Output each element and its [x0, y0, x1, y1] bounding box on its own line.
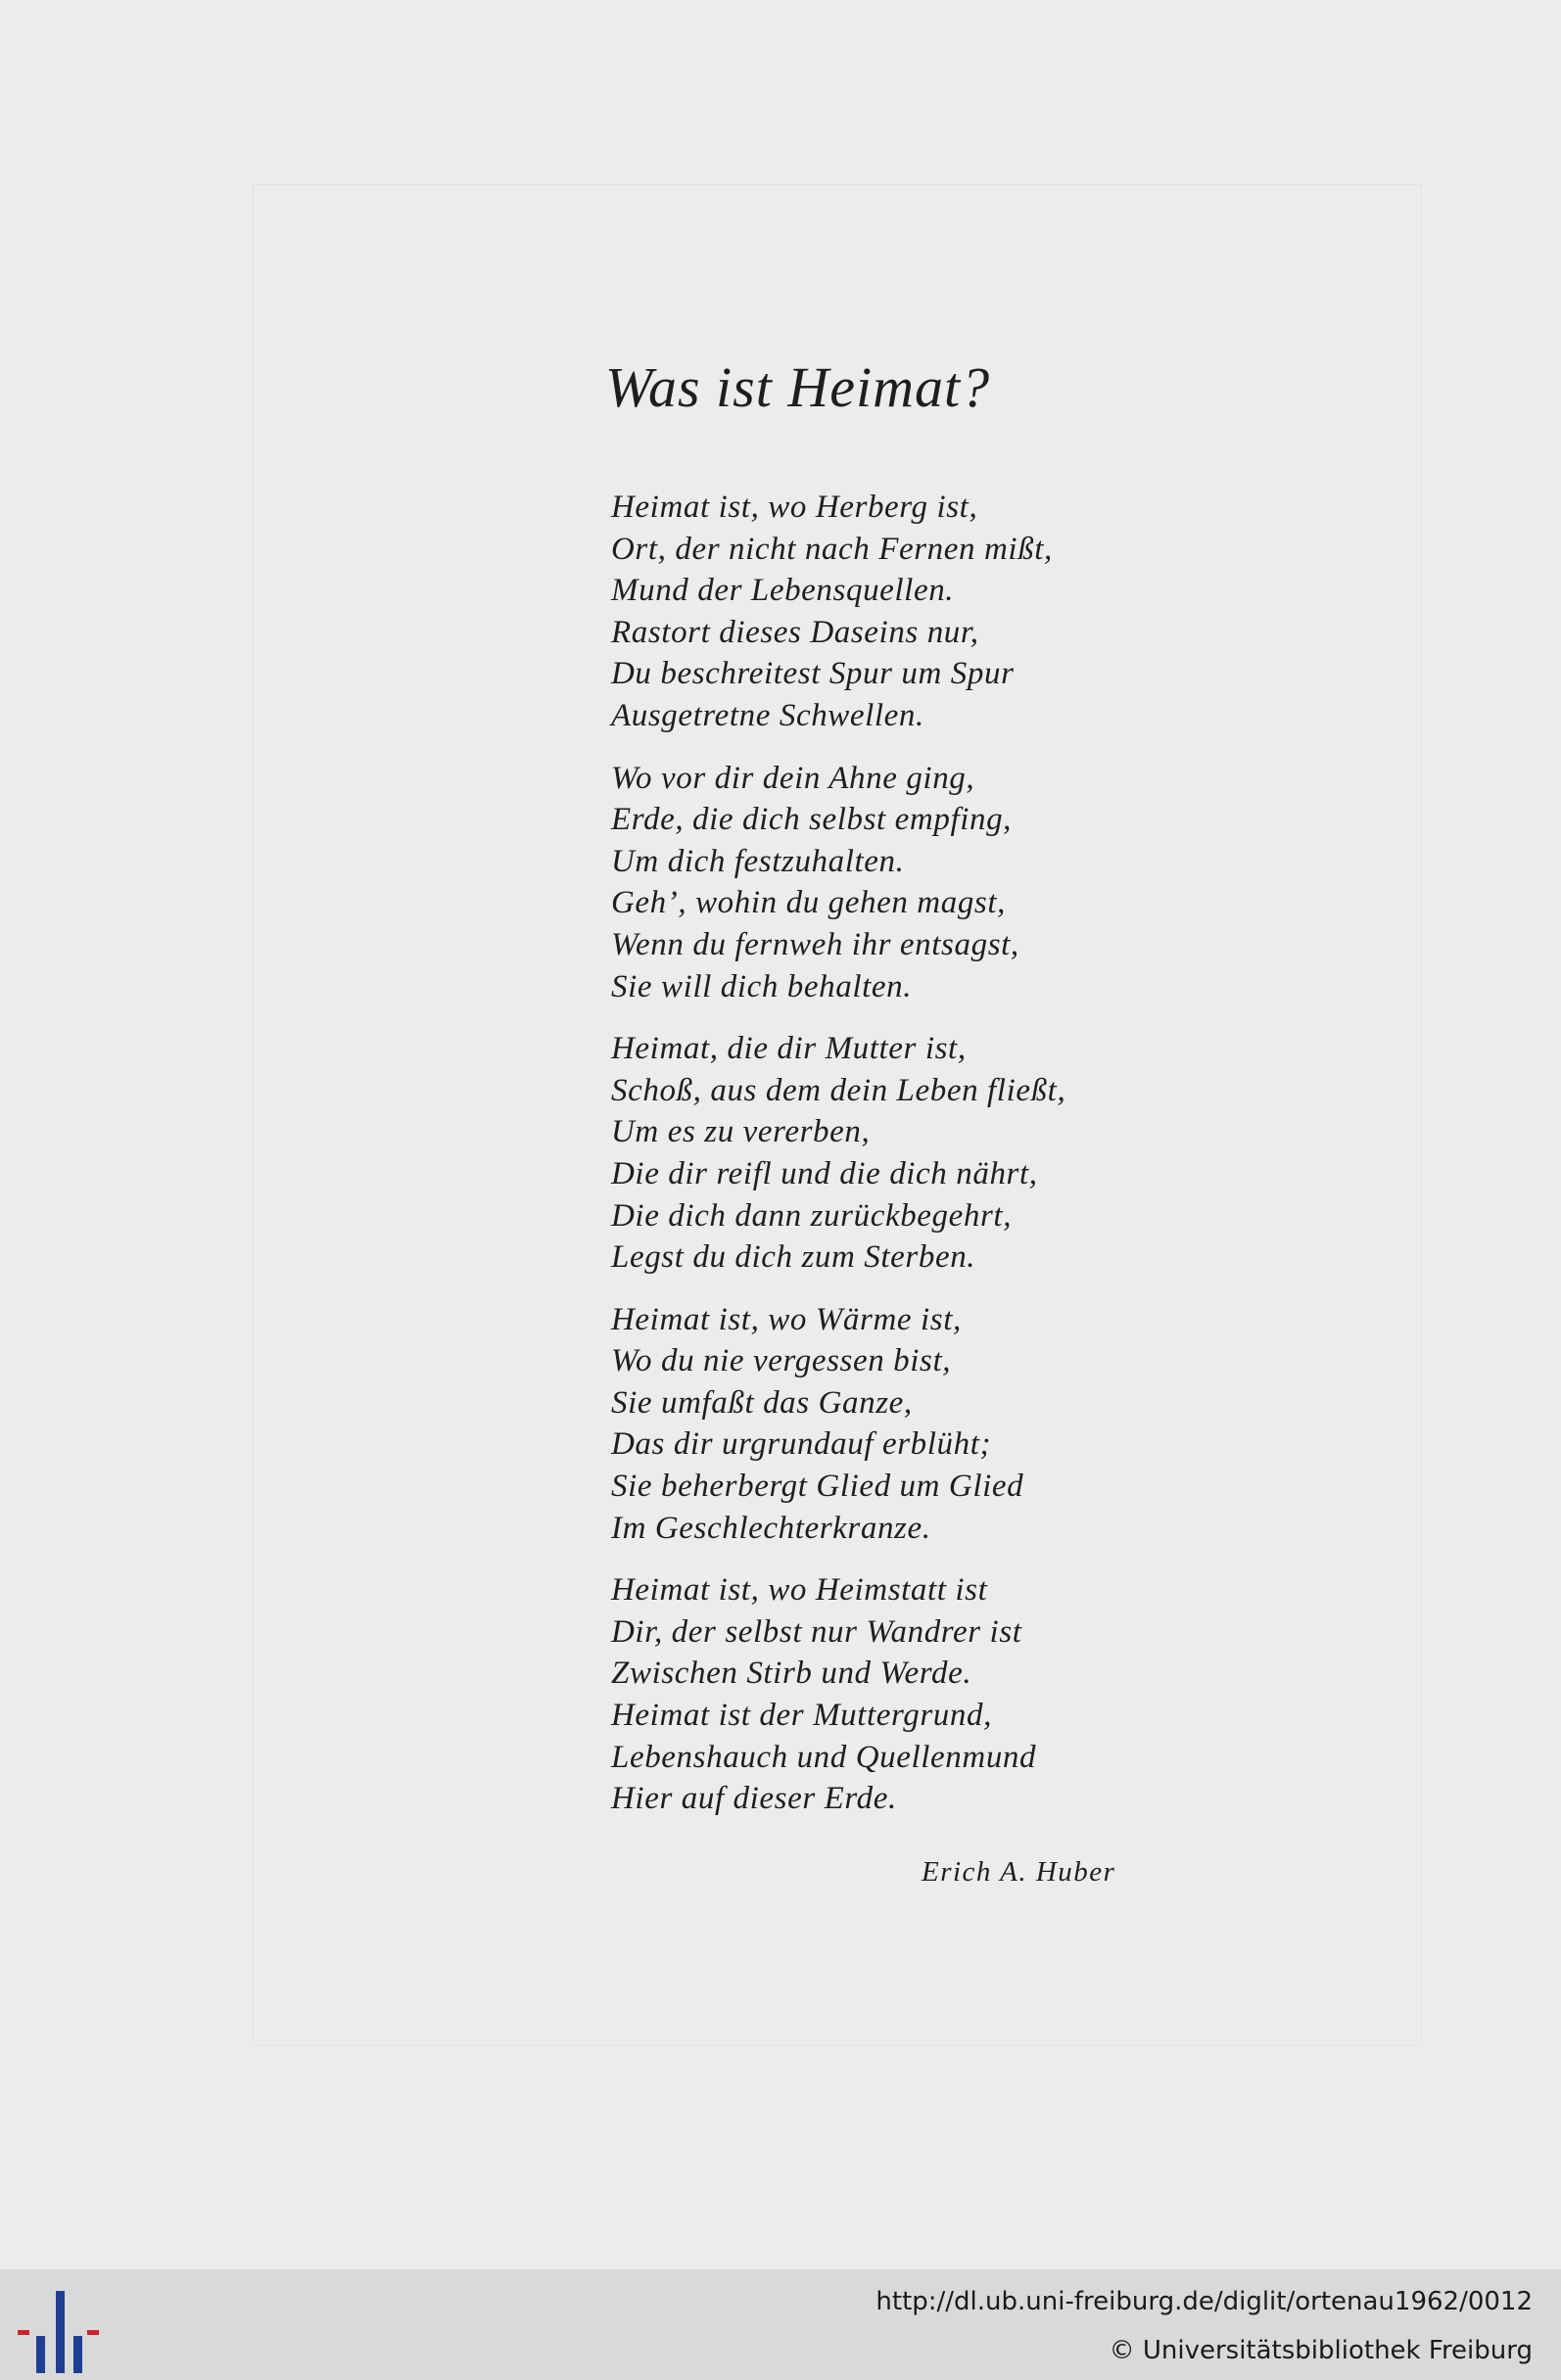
poem-line: Schoß, aus dem dein Leben fließt, [611, 1072, 1066, 1108]
poem-line: Ausgetretne Schwellen. [611, 697, 924, 733]
poem-line: Um dich festzuhalten. [611, 843, 905, 879]
stanza [611, 1028, 1065, 1279]
poem-line: Wo vor dir dein Ahne ging, [611, 760, 975, 796]
poem-line: Mund der Lebensquellen. [611, 573, 955, 609]
poem-line: Um es zu vererben, [611, 1114, 871, 1150]
poem-line: Sie beherbergt Glied um Glied [611, 1469, 1024, 1505]
poem-line: Geh’, wohin du gehen magst, [611, 885, 1006, 921]
poem-line: Legst du dich zum Sterben. [611, 1239, 976, 1276]
poem-body [611, 487, 1065, 1841]
logo-left-dash [18, 2330, 29, 2335]
permalink-url[interactable]: http://dl.ub.uni-freiburg.de/diglit/ortenau1962/0012 [875, 2287, 1533, 2316]
poem-line: Sie umfaßt das Ganze, [611, 1384, 913, 1421]
poem-line: Heimat ist, wo Herberg ist, [611, 490, 978, 525]
poem-line: Erde, die dich selbst empfing, [611, 802, 1013, 838]
poem-line: Die dir reifl und die dich nährt, [611, 1155, 1038, 1191]
poem-line: Sie will dich behalten. [611, 968, 913, 1004]
copyright-notice: © Universitätsbibliothek Freiburg [1109, 2336, 1533, 2365]
poem-line: Heimat ist, wo Heimstatt ist [611, 1572, 988, 1609]
poem-line: Heimat ist, wo Wärme ist, [611, 1301, 962, 1337]
logo-bar-short [36, 2336, 45, 2373]
poem-line: Rastort dieses Daseins nur, [611, 614, 979, 650]
stanza [611, 758, 1065, 1008]
poem-line: Wenn du fernweh ihr entsagst, [611, 926, 1019, 962]
poem-line: Ort, der nicht nach Fernen mißt, [611, 531, 1053, 567]
stanza [611, 1569, 1065, 1820]
stanza [611, 487, 1065, 737]
logo-bar-mid [73, 2336, 82, 2373]
poem-line: Im Geschlechterkranze. [611, 1510, 931, 1546]
library-logo-icon [18, 2291, 100, 2373]
poem-line: Zwischen Stirb und Werde. [611, 1656, 972, 1692]
poem-line: Heimat, die dir Mutter ist, [611, 1031, 967, 1067]
poem-line: Du beschreitest Spur um Spur [611, 656, 1015, 692]
poem-line: Lebenshauch und Quellenmund [611, 1739, 1037, 1775]
stanza [611, 1299, 1065, 1550]
poem-line: Heimat ist der Muttergrund, [611, 1698, 992, 1734]
poem-line: Die dich dann zurückbegehrt, [611, 1197, 1013, 1234]
logo-bar-tall [56, 2291, 65, 2373]
poem-title: Was ist Heimat? [605, 355, 991, 419]
poem-line: Das dir urgrundauf erblüht; [611, 1426, 992, 1463]
logo-right-dash [87, 2330, 99, 2335]
poem-line: Wo du nie vergessen bist, [611, 1343, 952, 1379]
poem-author: Erich A. Huber [922, 1856, 1116, 1888]
poem-line: Hier auf dieser Erde. [611, 1781, 897, 1817]
poem-line: Dir, der selbst nur Wandrer ist [611, 1613, 1022, 1650]
footer-bar [0, 2269, 1561, 2380]
